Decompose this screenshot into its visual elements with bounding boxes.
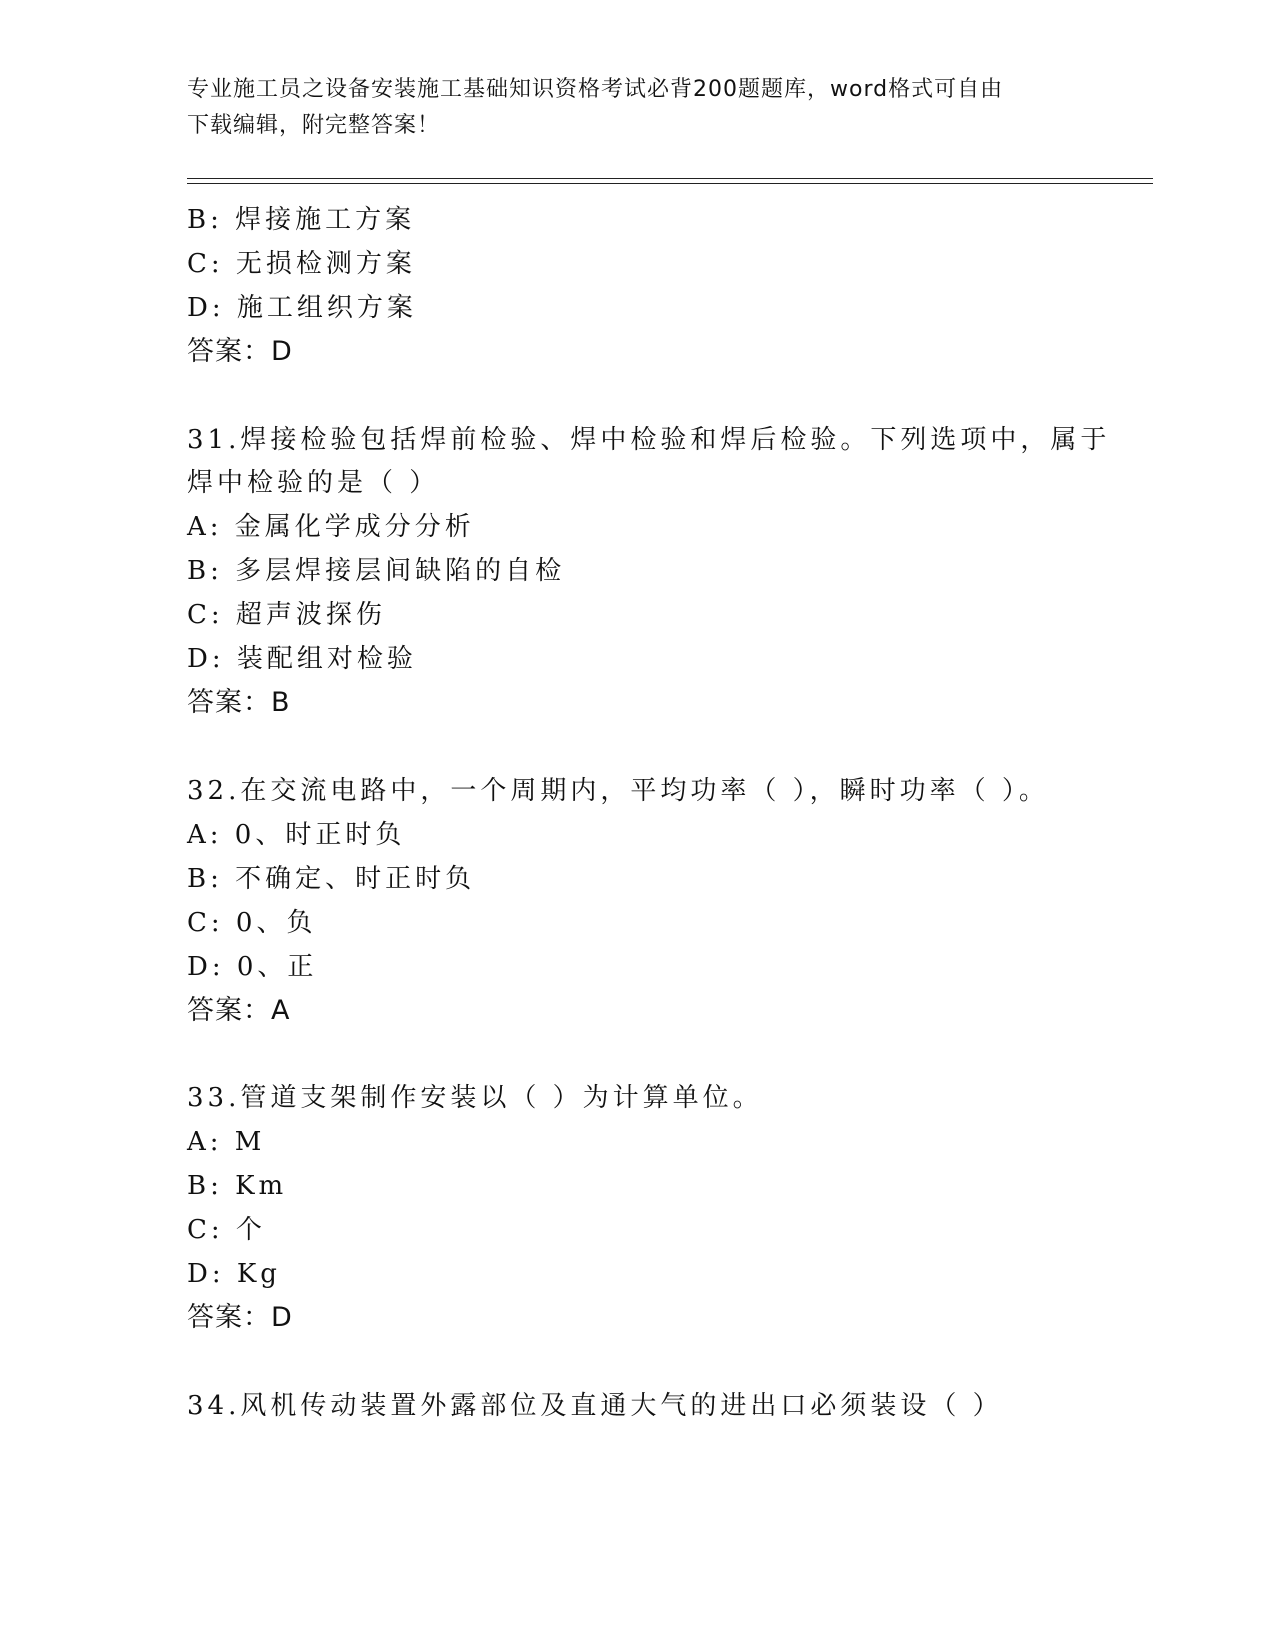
answer-line: 答案：A [187,995,291,1026]
document-header [187,72,1087,144]
header-line-2: 下载编辑，附完整答案！ [187,113,441,138]
answer-line: 答案：D [187,1302,293,1333]
header-line-1: 专业施工员之设备安装施工基础知识资格考试必背200题题库，word格式可自由 [187,77,1004,102]
option-a: A: 0、时正时负 [187,820,406,850]
option-c: C: 无损检测方案 [187,249,416,279]
option-b: B: 多层焊接层间缺陷的自检 [187,556,566,586]
question-32-stem: 32.在交流电路中，一个周期内，平均功率（ ），瞬时功率（ ）。 [187,776,1049,806]
question-34-stem: 34.风机传动装置外露部位及直通大气的进出口必须装设（ ） [187,1391,1003,1421]
option-c: C: 超声波探伤 [187,600,386,630]
option-d: D: 0、正 [187,952,318,982]
option-d: D: Kg [187,1259,281,1289]
question-31-stem-line-2: 焊中检验的是（ ） [187,468,440,498]
option-d: D: 施工组织方案 [187,293,417,323]
option-b: B: 不确定、时正时负 [187,864,476,894]
header-rule-top [187,178,1153,179]
question-31-stem-line-1: 31.焊接检验包括焊前检验、焊中检验和焊后检验。下列选项中，属于 [187,425,1111,455]
answer-line: 答案：D [187,336,293,367]
question-33-stem: 33.管道支架制作安装以（ ）为计算单位。 [187,1083,763,1113]
option-a: A: M [187,1127,266,1157]
option-b: B: 焊接施工方案 [187,205,416,235]
option-c: C: 0、负 [187,908,317,938]
option-b: B: Km [187,1171,288,1201]
option-c: C: 个 [187,1215,266,1245]
option-d: D: 装配组对检验 [187,644,417,674]
option-a: A: 金属化学成分分析 [187,512,475,542]
answer-line: 答案：B [187,687,291,718]
header-rule-bottom [187,183,1153,184]
